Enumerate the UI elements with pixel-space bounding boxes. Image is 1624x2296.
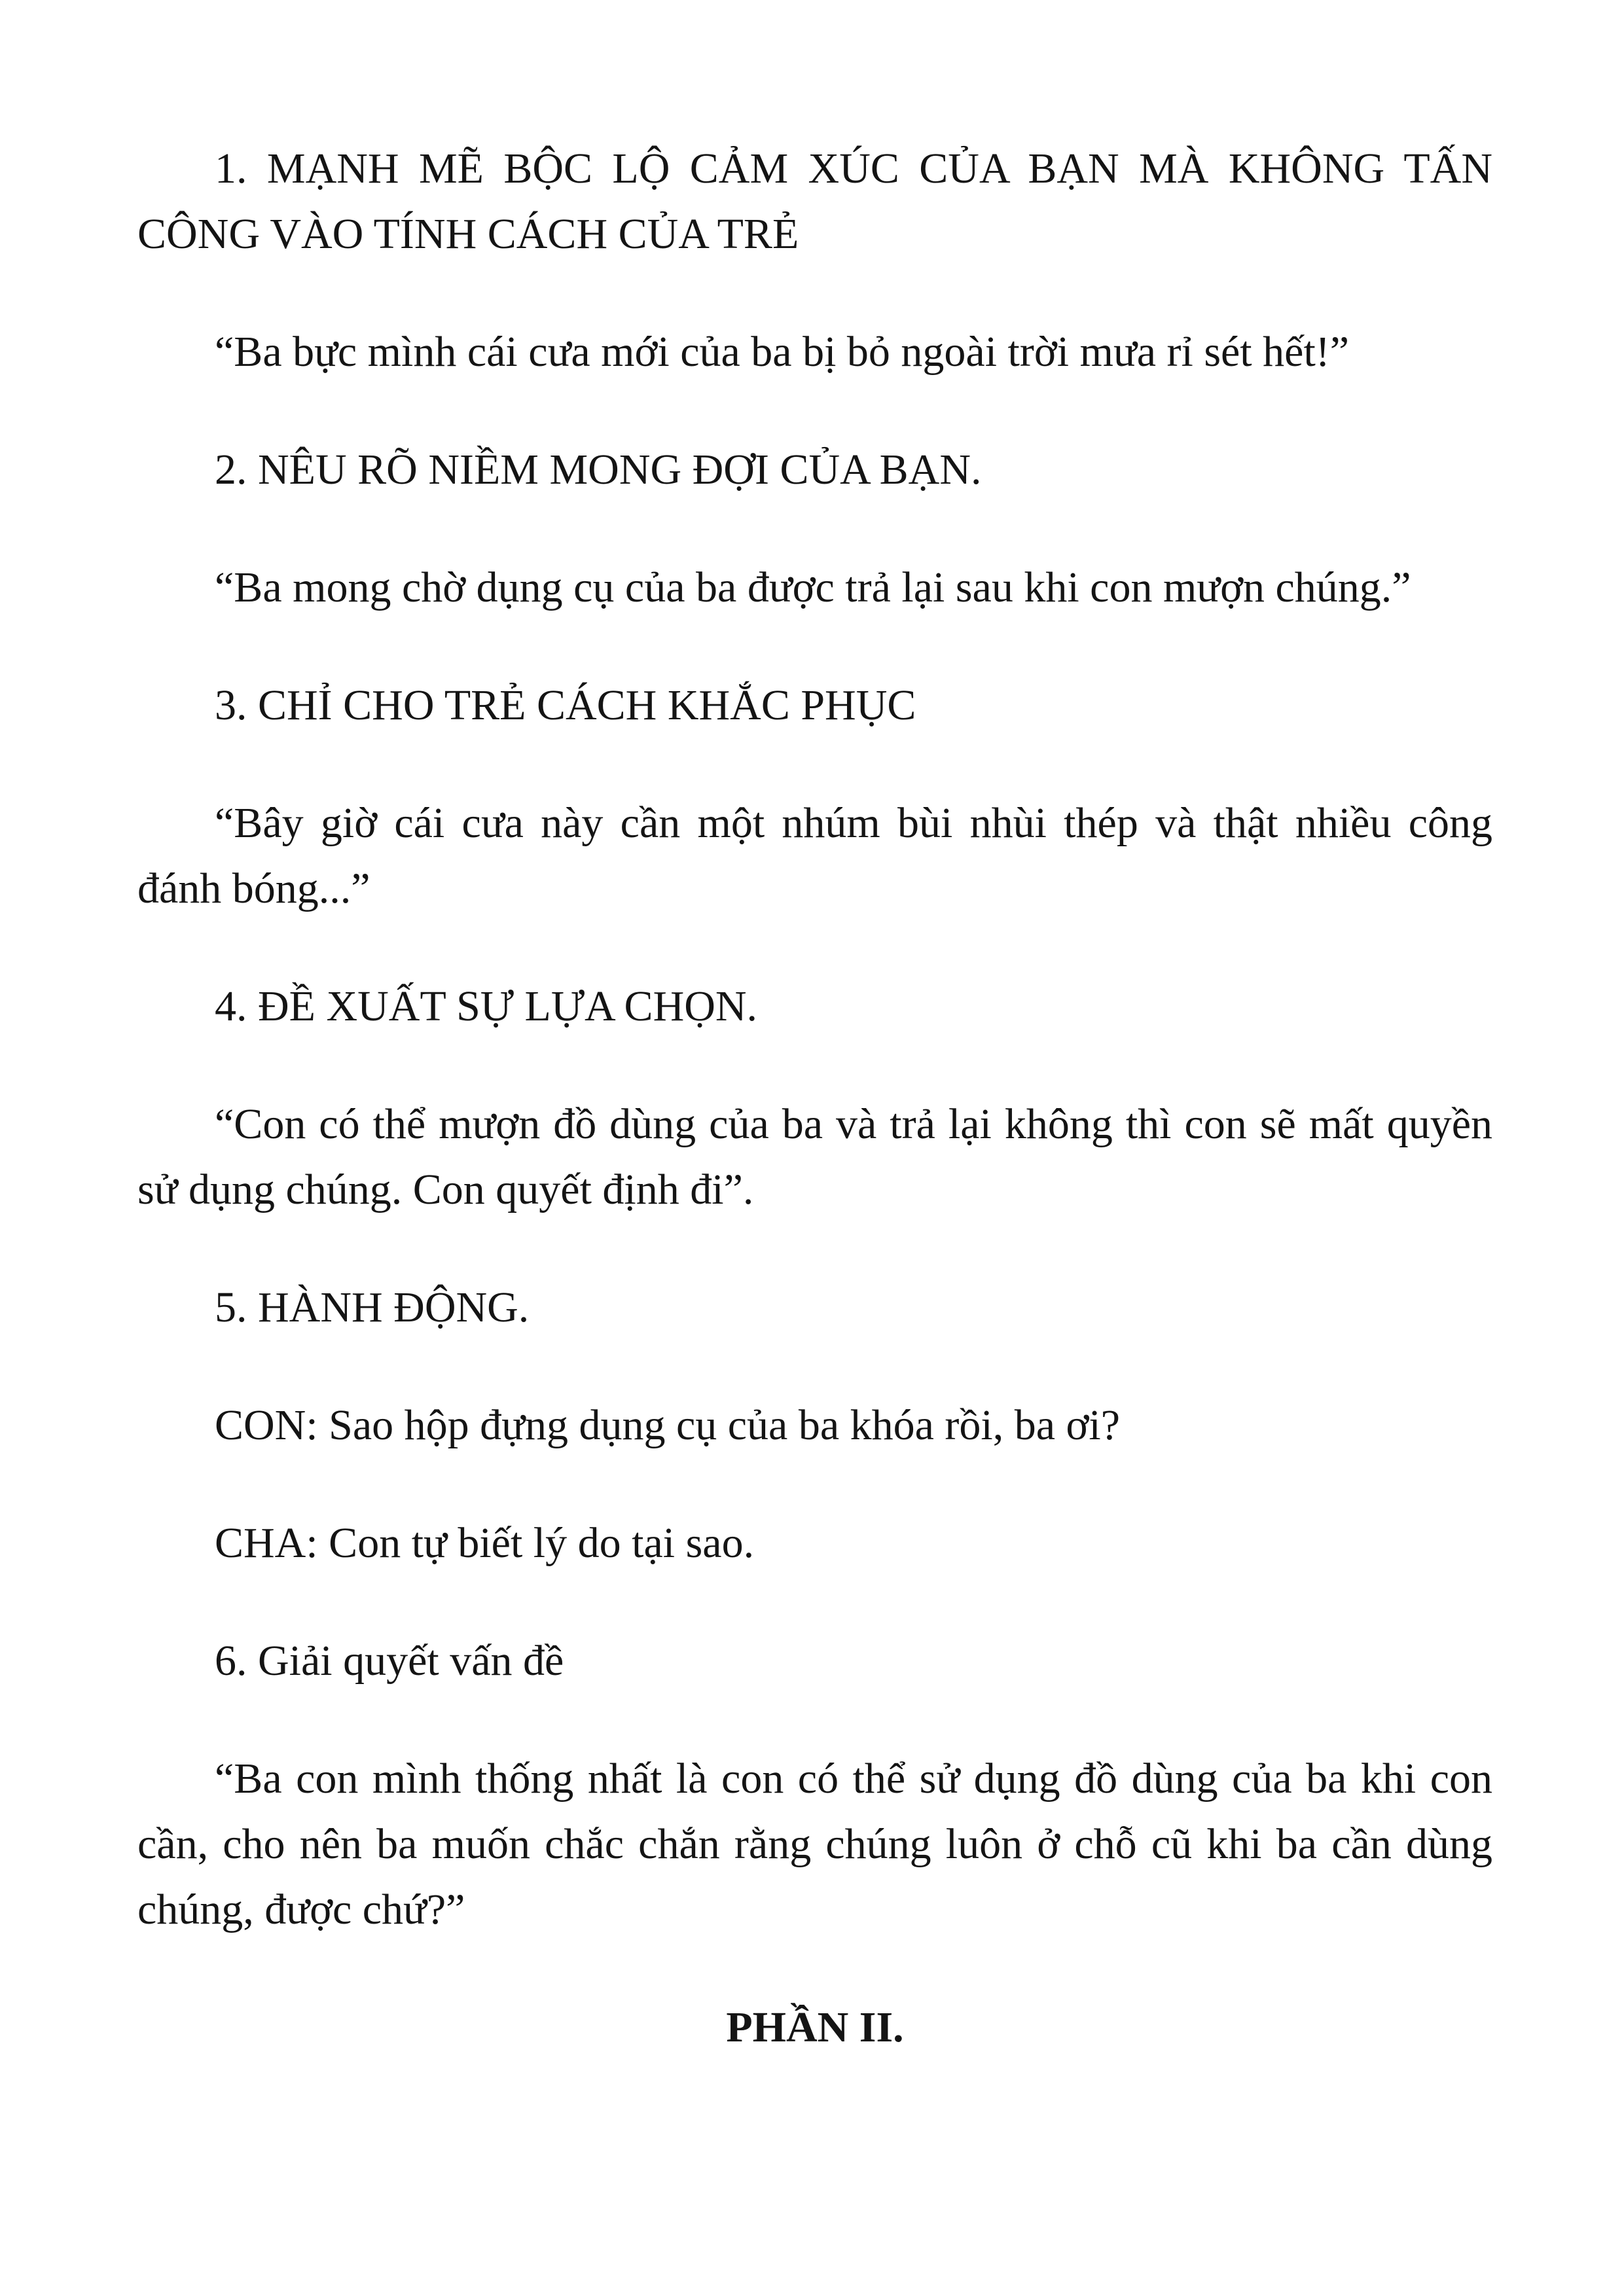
section-heading: PHẦN II. [726,2003,904,2051]
step-4-example: “Con có thể mượn đồ dùng của ba và trả lại không thì con sẽ mất quyền sử dụng chúng. Con quyết định đi”. [137,1100,1492,1213]
step-5-heading: 5. HÀNH ĐỘNG. [215,1283,530,1331]
step-4-heading: 4. ĐỀ XUẤT SỰ LỰA CHỌN. [215,982,758,1030]
step-2-example: “Ba mong chờ dụng cụ của ba được trả lại sau khi con mượn chúng.” [215,564,1411,611]
step-2-heading: 2. NÊU RÕ NIỀM MONG ĐỢI CỦA BẠN. [215,446,982,493]
step-1-heading: 1. MẠNH MẼ BỘC LỘ CẢM XÚC CỦA BẠN MÀ KHÔNG TẤN CÔNG VÀO TÍNH CÁCH CỦA TRẺ [137,145,1492,258]
dialogue-child: CON: Sao hộp đựng dụng cụ của ba khóa rồi, ba ơi? [215,1401,1121,1449]
dialogue-father: CHA: Con tự biết lý do tại sao. [215,1519,755,1567]
step-6-example: “Ba con mình thống nhất là con có thể sử dụng đồ dùng của ba khi con cần, cho nên ba muốn chắc chắn rằng chúng luôn ở chỗ cũ khi ba cần dùng chúng, được chứ?” [137,1755,1492,1933]
step-1-example: “Ba bực mình cái cưa mới của ba bị bỏ ngoài trời mưa rỉ sét hết!” [215,328,1350,376]
step-6-heading: 6. Giải quyết vấn đề [215,1637,564,1685]
step-3-example: “Bây giờ cái cưa này cần một nhúm bùi nhùi thép và thật nhiều công đánh bóng...” [137,799,1492,912]
page-content [137,136,1492,2060]
step-3-heading: 3. CHỈ CHO TRẺ CÁCH KHẮC PHỤC [215,681,916,729]
